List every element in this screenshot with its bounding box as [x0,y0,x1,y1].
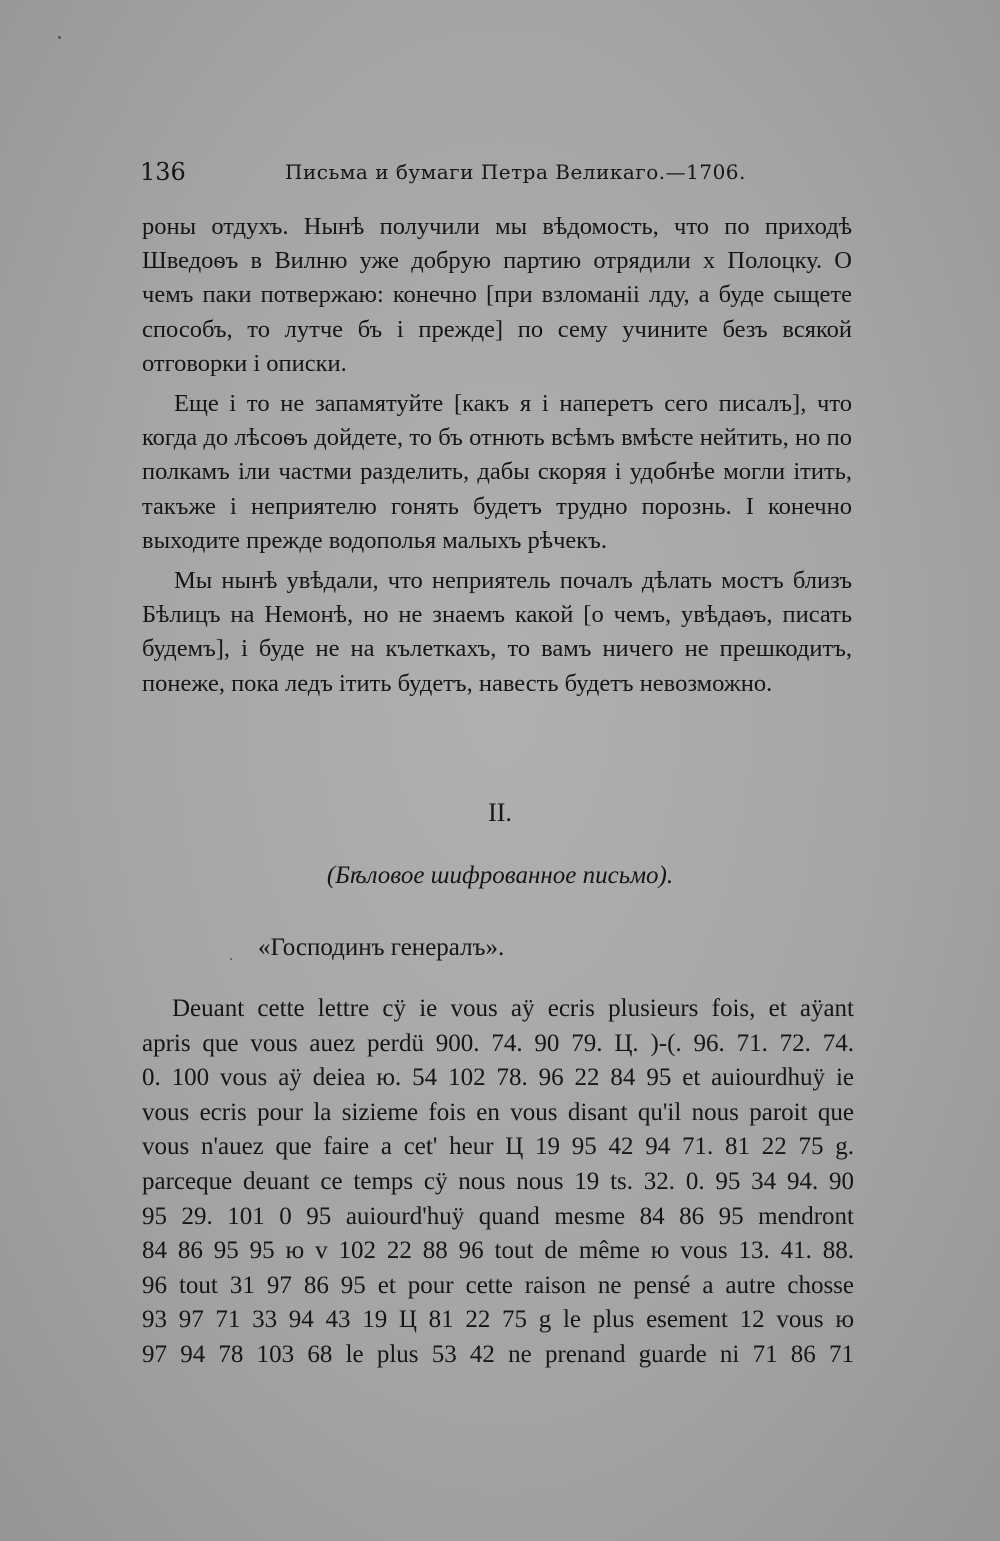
cipher-line: 0. 100 vous aÿ deiea ю. 54 102 78. 96 22 84 95 et auiourdhuÿ ie [142,1064,854,1092]
paper-speck [230,958,232,960]
paragraph: Еще і то не запамятуйте [какъ я і наперетъ сего писалъ], что когда до лѣсоѳъ дойдете, то бъ отнють всѣмъ вмѣсте нейтить, но по полкамъ iли частми разделить, дабы скоряя і удобнѣе могли ітить, такъже і неприятелю гонять будетъ трудно порознь. I конечно выходите прежде водополья малыхъ рѣчекъ. [142,390,852,554]
page-header [140,158,860,198]
cipher-line: 95 29. 101 0 95 auiourd'huÿ quand mesme 84 86 95 mendront [142,1202,854,1230]
page-number: 136 [140,158,186,186]
cipher-line: 96 tout 31 97 86 95 et pour cette raison ne pensé a autre chosse [142,1271,854,1299]
paragraph: роны отдухъ. Нынѣ получили мы вѣдомость, что по приходѣ Шведоѳъ в Вилню уже добрую партию отрядили х Полоцку. О чемъ паки потвержаю: конечно [при взломанiі лду, а буде сыщете способъ, то лутче бъ і прежде] по сему учините безъ всякой отговорки і описки. [142,213,852,377]
cipher-letter-text [142,992,854,1373]
salutation: «Господинъ генералъ». [258,934,505,961]
section-number: II. [488,798,512,827]
cipher-line: 97 94 78 103 68 le plus 53 42 ne prenand guarde ni 71 86 71 [142,1340,854,1368]
cipher-line: vous n'auez que faire a cet' heur Ц 19 95 42 94 71. 81 22 75 g. [142,1133,854,1161]
letter-subtitle: (Бѣловое шифрованное письмо). [326,862,674,889]
paper-speck [58,36,61,39]
cipher-line: 84 86 95 95 ю v 102 22 88 96 tout de même ю vous 13. 41. 88. [142,1237,854,1265]
cipher-line: apris que vous auez perdü 900. 74. 90 79. Ц. )-(. 96. 71. 72. 74. [142,1029,854,1057]
cipher-line: Deuant cette lettre cÿ ie vous aÿ ecris plusieurs fois, et aÿant [172,995,854,1022]
running-title: Письма и бумаги Петра Великаго.—1706. [285,160,746,184]
cipher-line: vous ecris pour la sizieme fois en vous disant qu'il nous paroit que [142,1098,854,1126]
cipher-line: parceque deuant ce temps cÿ nous nous 19 ts. 32. 0. 95 34 94. 90 [142,1167,854,1195]
cipher-line: 93 97 71 33 94 43 19 Ц 81 22 75 g le plus esement 12 vous ю [142,1306,854,1334]
paragraph: Мы нынѣ увѣдали, что неприятель почалъ дѣлать мостъ близъ Бѣлицъ на Немонѣ, но не знаемъ какой [о чемъ, увѣдаѳъ, писать будемъ], і буде не на кълеткахъ, то вамъ ничего не прешкодитъ, понеже, пока ледъ ітить будетъ, навесть будетъ невозможно. [142,567,852,697]
letter-body [142,210,852,701]
